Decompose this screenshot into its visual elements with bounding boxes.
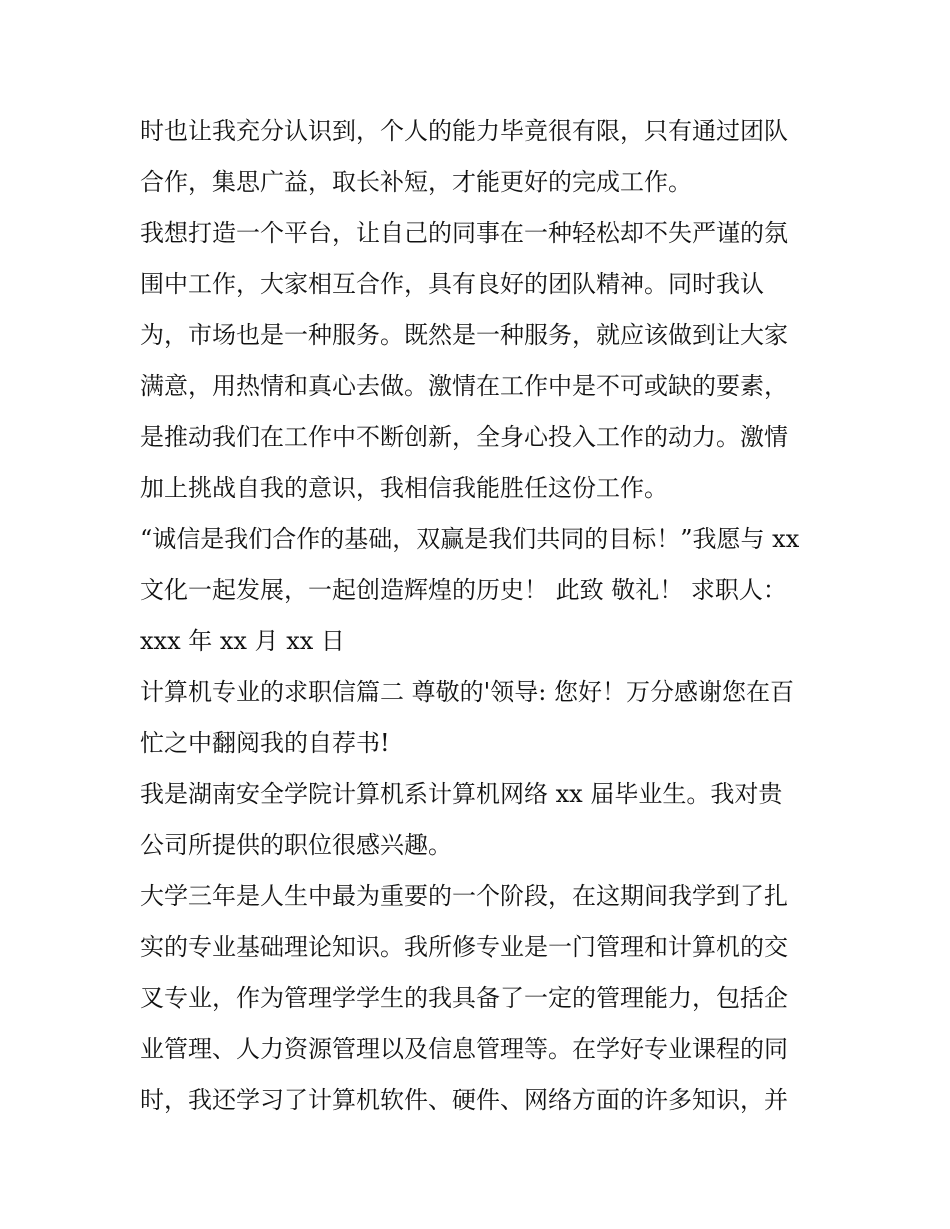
text-line: 业管理、人力资源管理以及信息管理等。在学好专业课程的同	[140, 1035, 788, 1063]
text-line: 满意，用热情和真心去做。激情在工作中是不可或缺的要素，	[140, 372, 788, 400]
text-line: “诚信是我们合作的基础，双赢是我们共同的目标！”我愿与 xx	[140, 525, 800, 553]
text-line: 为，市场也是一种服务。既然是一种服务，就应该做到让大家	[140, 321, 788, 349]
text-line: 计算机专业的求职信篇二 尊敬的'领导: 您好！万分感谢您在百	[140, 678, 794, 706]
text-line: 叉专业，作为管理学学生的我具备了一定的管理能力，包括企	[140, 984, 788, 1012]
text-line: 忙之中翻阅我的自荐书!	[140, 729, 390, 757]
text-line: 文化一起发展，一起创造辉煌的历史！ 此致 敬礼！ 求职人：	[140, 576, 787, 604]
text-line: 我是湖南安全学院计算机系计算机网络 xx 届毕业生。我对贵	[140, 780, 783, 808]
text-line: 公司所提供的职位很感兴趣。	[140, 831, 452, 859]
text-line: 我想打造一个平台，让自己的同事在一种轻松却不失严谨的氛	[140, 219, 788, 247]
text-line: 加上挑战自我的意识，我相信我能胜任这份工作。	[140, 474, 668, 502]
text-line: 时也让我充分认识到，个人的能力毕竟很有限，只有通过团队	[140, 117, 788, 145]
text-line: 时，我还学习了计算机软件、硬件、网络方面的许多知识，并	[140, 1086, 788, 1114]
text-line: 实的专业基础理论知识。我所修专业是一门管理和计算机的交	[140, 933, 788, 961]
text-line: 是推动我们在工作中不断创新，全身心投入工作的动力。激情	[140, 423, 788, 451]
text-line: 大学三年是人生中最为重要的一个阶段，在这期间我学到了扎	[140, 882, 788, 910]
text-line: 合作，集思广益，取长补短，才能更好的完成工作。	[140, 168, 692, 196]
text-line: xxx 年 xx 月 xx 日	[140, 627, 345, 655]
text-line: 围中工作，大家相互合作，具有良好的团队精神。同时我认	[140, 270, 764, 298]
body-text	[140, 106, 820, 1126]
